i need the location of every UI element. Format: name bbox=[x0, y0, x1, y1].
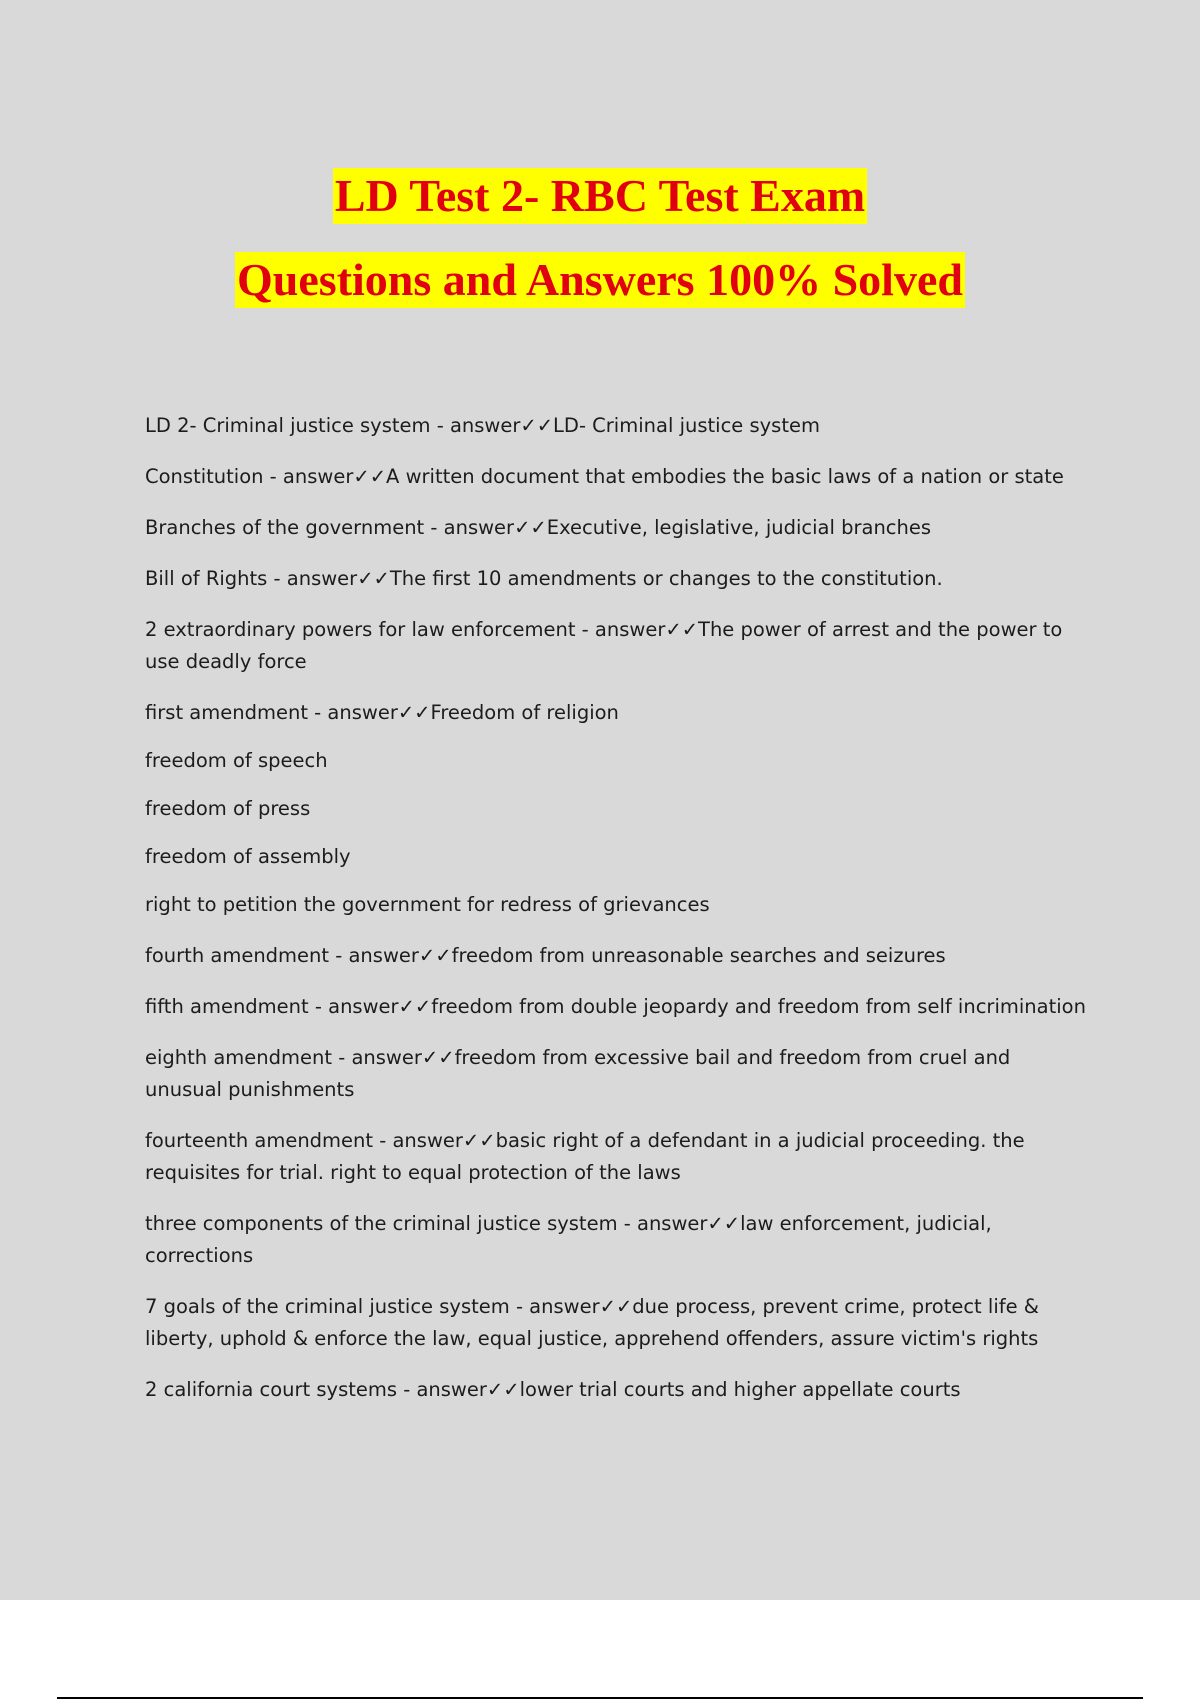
qa-entry: 2 extraordinary powers for law enforcement - answer✓✓The power of arrest and the power to use deadly force bbox=[145, 618, 1063, 673]
qa-entry: Branches of the government - answer✓✓Executive, legislative, judicial branches bbox=[145, 516, 932, 539]
title-line-1: LD Test 2- RBC Test Exam bbox=[333, 168, 867, 224]
qa-entry: LD 2- Criminal justice system - answer✓✓LD- Criminal justice system bbox=[145, 414, 820, 437]
qa-entry: fifth amendment - answer✓✓freedom from double jeopardy and freedom from self incrimination bbox=[145, 995, 1086, 1018]
qa-entry: 7 goals of the criminal justice system - answer✓✓due process, prevent crime, protect life & liberty, uphold & enforce the law, equal justice, apprehend offenders, assure victim's rights bbox=[145, 1295, 1040, 1350]
page-divider-line bbox=[57, 1697, 1143, 1699]
document-title bbox=[0, 168, 1200, 308]
qa-entry: eighth amendment - answer✓✓freedom from excessive bail and freedom from cruel and unusual punishments bbox=[145, 1046, 1011, 1101]
qa-entry: first amendment - answer✓✓Freedom of religion bbox=[145, 701, 619, 724]
qa-entry: freedom of assembly bbox=[145, 845, 351, 868]
qa-entry: 2 california court systems - answer✓✓lower trial courts and higher appellate courts bbox=[145, 1378, 961, 1401]
title-line-2: Questions and Answers 100% Solved bbox=[235, 252, 965, 308]
qa-entry: Bill of Rights - answer✓✓The first 10 amendments or changes to the constitution. bbox=[145, 567, 943, 590]
qa-entry: fourth amendment - answer✓✓freedom from unreasonable searches and seizures bbox=[145, 944, 946, 967]
qa-entry: right to petition the government for redress of grievances bbox=[145, 893, 710, 916]
qa-entry: freedom of speech bbox=[145, 749, 328, 772]
qa-entry: Constitution - answer✓✓A written document that embodies the basic laws of a nation or state bbox=[145, 465, 1064, 488]
qa-entry: fourteenth amendment - answer✓✓basic right of a defendant in a judicial proceeding. the requisites for trial. right to equal protection of the laws bbox=[145, 1129, 1025, 1184]
qa-entry: freedom of press bbox=[145, 797, 311, 820]
qa-entry: three components of the criminal justice system - answer✓✓law enforcement, judicial, corrections bbox=[145, 1212, 992, 1267]
qa-list bbox=[145, 410, 1090, 1425]
